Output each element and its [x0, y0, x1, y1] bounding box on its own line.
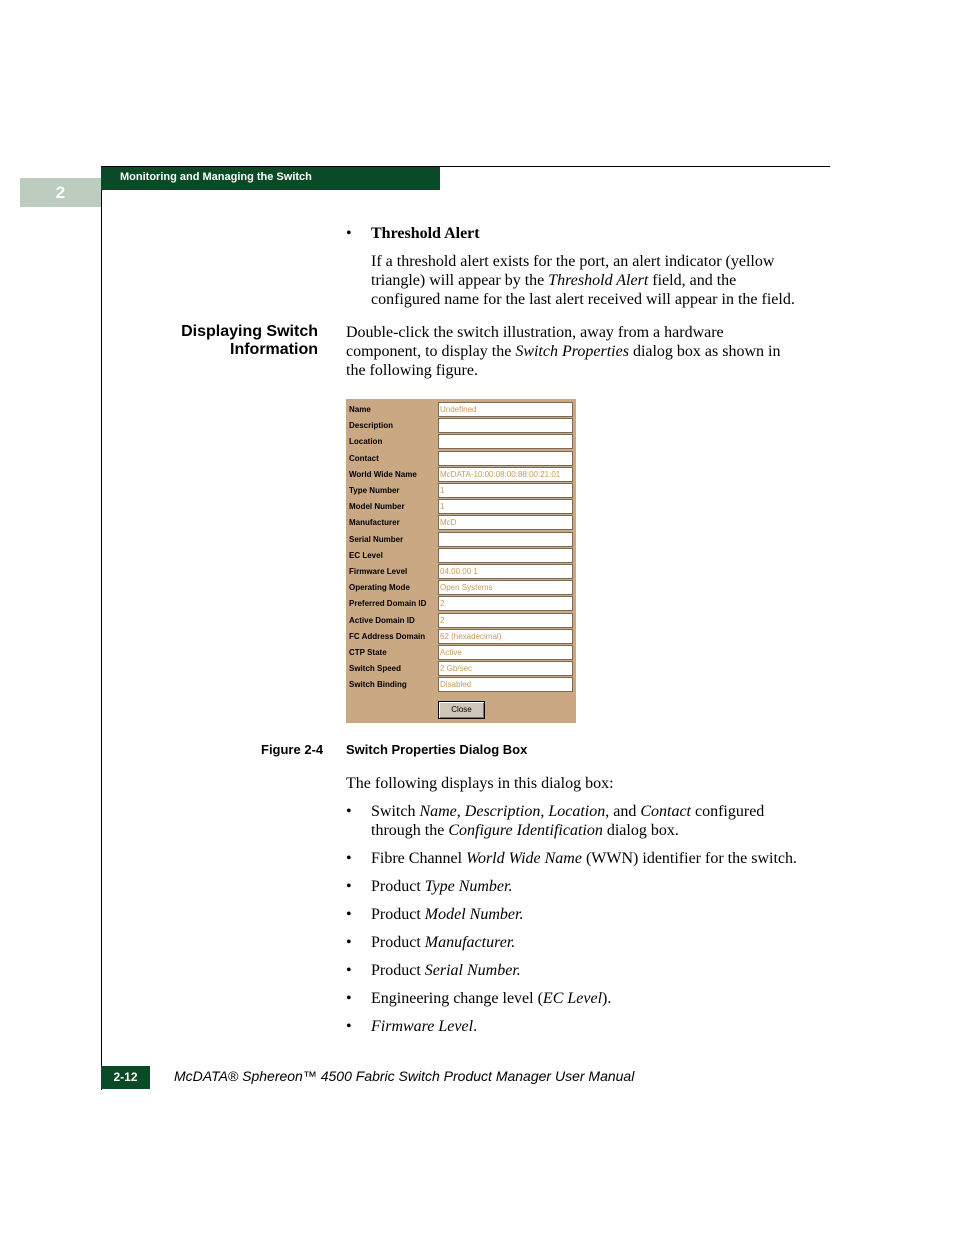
field-value[interactable]: 04.00.00 1 — [438, 564, 573, 579]
bullet-icon: • — [346, 878, 352, 895]
field-label: EC Level — [349, 550, 383, 560]
field-value[interactable]: Disabled — [438, 677, 573, 692]
field-value[interactable] — [438, 548, 573, 563]
field-value[interactable]: McDATA-10:00:08:00:88:00:21:01 — [438, 467, 573, 482]
field-value[interactable]: 1 — [438, 483, 573, 498]
page-number: 2-12 — [101, 1066, 150, 1089]
dialog-row — [346, 596, 576, 612]
field-label: Name — [349, 405, 371, 414]
figure-number: Figure 2-4 — [261, 742, 324, 757]
paragraph — [346, 323, 826, 380]
bullet-icon: • — [346, 1018, 352, 1035]
close-button[interactable]: Close — [438, 701, 485, 719]
figure-title: Switch Properties Dialog Box — [346, 742, 528, 757]
list-item: • Product Manufacturer. — [346, 934, 516, 951]
field-label: Description — [349, 421, 394, 431]
running-header: Monitoring and Managing the Switch — [101, 167, 440, 190]
field-label: Firmware Level — [349, 567, 408, 576]
dialog-row — [346, 402, 576, 418]
field-label: Contact — [349, 453, 379, 463]
field-label: FC Address Domain — [349, 631, 426, 641]
dialog-row — [346, 677, 576, 693]
list-item — [346, 224, 826, 244]
chapter-tab: 2 — [20, 178, 101, 207]
field-label: Type Number — [349, 486, 400, 495]
margin-rule — [101, 166, 102, 1090]
dialog-row — [346, 515, 576, 531]
dialog-row — [346, 467, 576, 483]
field-label: Switch Speed — [349, 664, 402, 674]
bullet-title: Threshold Alert — [371, 225, 480, 242]
field-value[interactable]: 2 Gb/sec — [438, 661, 573, 676]
field-label: Switch Binding — [349, 680, 407, 690]
field-value[interactable]: Active — [438, 645, 573, 660]
field-label: Serial Number — [349, 534, 404, 544]
paragraph — [371, 252, 831, 309]
dialog-row — [346, 499, 576, 515]
list-item: • Product Serial Number. — [346, 962, 521, 979]
dialog-row — [346, 548, 576, 564]
dialog-row — [346, 564, 576, 580]
dialog-row — [346, 613, 576, 629]
dialog-row — [346, 532, 576, 548]
field-label: CTP State — [349, 648, 387, 657]
switch-properties-dialog — [346, 399, 576, 723]
list-item: • Fibre Channel World Wide Name (WWN) identifier for the switch. — [346, 850, 797, 867]
field-value[interactable] — [438, 434, 573, 449]
bullet-icon: • — [346, 225, 352, 242]
text-line: triangle) will appear by the Threshold Alert field, and the — [371, 272, 737, 289]
field-label: Active Domain ID — [349, 615, 415, 625]
field-value[interactable]: 2 — [438, 596, 573, 611]
bullet-icon: • — [346, 934, 352, 951]
text-line: component, to display the Switch Properties dialog box as shown in — [346, 343, 781, 360]
field-label: Manufacturer — [349, 518, 400, 528]
list-intro: The following displays in this dialog box: — [346, 775, 614, 792]
dialog-row — [346, 434, 576, 450]
field-label: Preferred Domain ID — [349, 599, 427, 609]
field-value[interactable]: 2 — [438, 613, 573, 628]
dialog-row — [346, 483, 576, 499]
section-heading: Displaying Switch Information — [181, 323, 318, 358]
bullet-icon: • — [346, 962, 352, 979]
field-value[interactable]: Open Systems — [438, 580, 573, 595]
field-value[interactable]: 62 (hexadecimal) — [438, 629, 573, 644]
list-item: • Switch Name, Description, Location, and Contact configured through the Configure Identification dialog box. — [346, 803, 765, 839]
bullet-icon: • — [346, 906, 352, 923]
bullet-icon: • — [346, 803, 352, 820]
dialog-row — [346, 451, 576, 467]
list-item: • Engineering change level (EC Level). — [346, 990, 612, 1007]
list-item: • Product Model Number. — [346, 906, 524, 923]
list-item: • Firmware Level. — [346, 1018, 478, 1035]
bullet-icon: • — [346, 990, 352, 1007]
field-label: Operating Mode — [349, 583, 410, 593]
field-value[interactable]: McD — [438, 515, 573, 530]
field-value[interactable] — [438, 532, 573, 547]
list-item: • Product Type Number. — [346, 878, 513, 895]
text-line: If a threshold alert exists for the port, an alert indicator (yellow — [371, 253, 775, 270]
field-value[interactable] — [438, 451, 573, 466]
text-line: configured name for the last alert received will appear in the field. — [371, 291, 795, 308]
dialog-row — [346, 418, 576, 434]
text-line: Double-click the switch illustration, away from a hardware — [346, 324, 724, 341]
field-value[interactable]: Undefined — [438, 402, 573, 417]
dialog-row — [346, 629, 576, 645]
dialog-row — [346, 580, 576, 596]
field-value[interactable]: 1 — [438, 499, 573, 514]
dialog-row — [346, 645, 576, 661]
field-label: Location — [349, 437, 383, 447]
bullet-icon: • — [346, 850, 352, 867]
field-label: World Wide Name — [349, 469, 417, 479]
field-label: Model Number — [349, 502, 405, 512]
text-line: the following figure. — [346, 362, 478, 379]
footer-title: McDATA® Sphereon™ 4500 Fabric Switch Product Manager User Manual — [174, 1068, 635, 1084]
dialog-row — [346, 661, 576, 677]
field-value[interactable] — [438, 418, 573, 433]
